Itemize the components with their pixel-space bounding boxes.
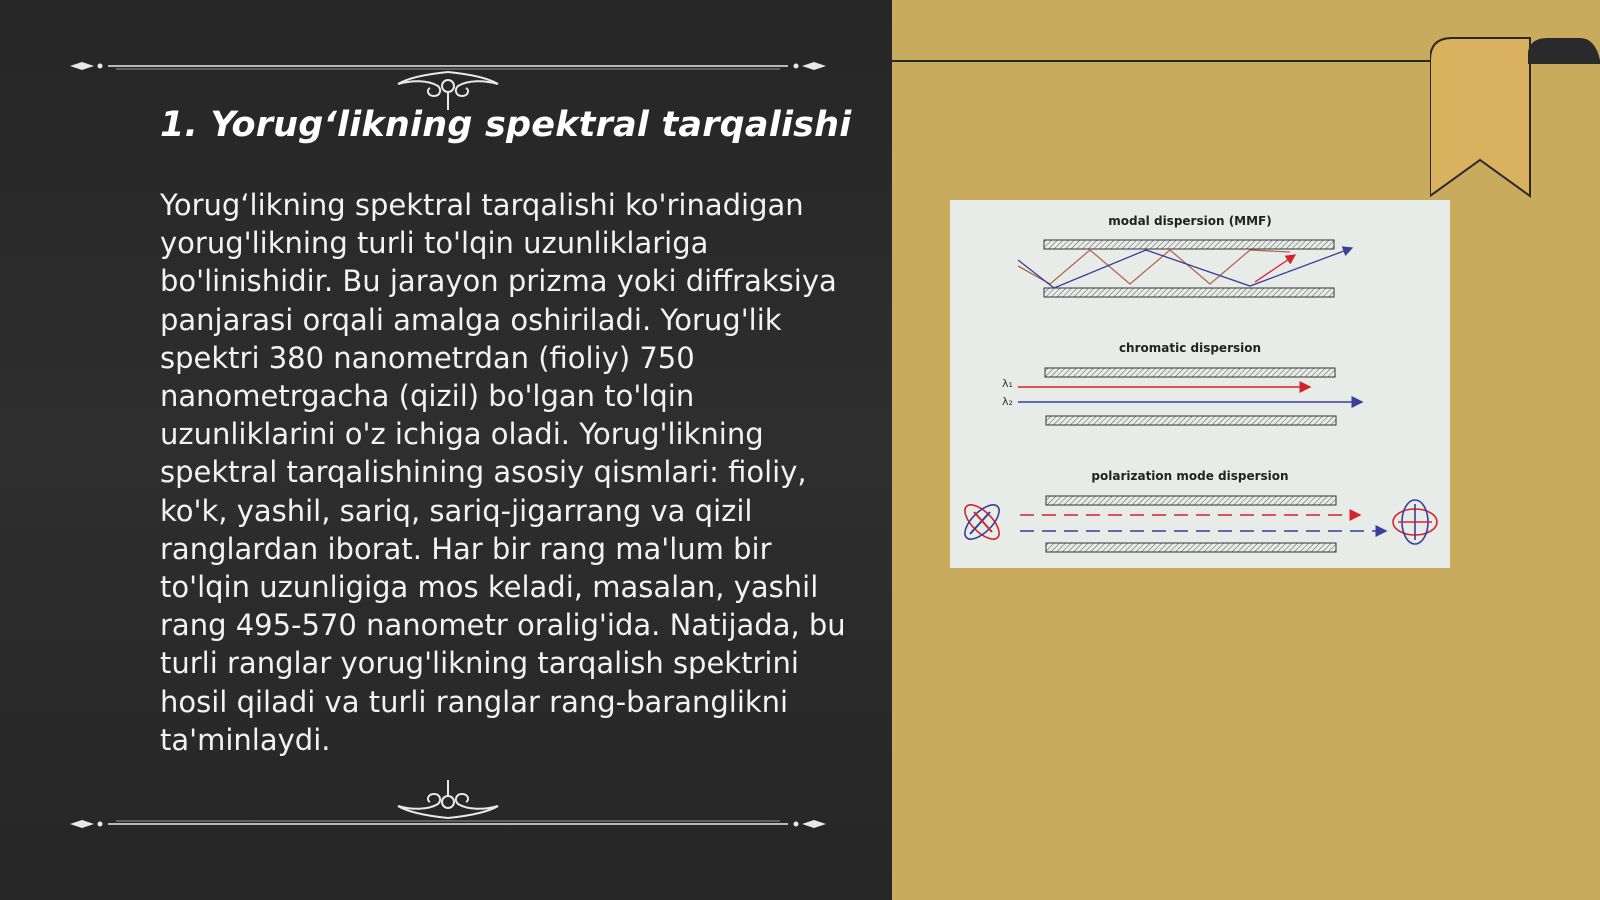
polarization-output-icon	[1393, 500, 1437, 544]
pmd-fiber-bottom	[1046, 543, 1336, 552]
top-ornament-divider	[68, 50, 828, 110]
bookmark-ribbon-icon	[1430, 34, 1600, 204]
slide-body-text: Yorug‘likning spektral tarqalishi ko'rinadigan yorug'likning turli to'lqin uzunliklariga bo'linishidir. Bu jarayon prizma yoki diffraksiya panjarasi orqali amalga oshiriladi. Yorug'lik spektri 380 nanometrdan (fioliy) 750 nanometrgacha (qizil) bo'lgan to'lqin uzunliklarini o'z ichiga oladi. Yorug'likning spektral tarqalishining asosiy qismlari: fioliy, ko'k, yashil, sariq, sariq-jigarrang va qizil ranglardan iborat. Har bir rang ma'lum bir to'lqin uzunligiga mos keladi, masalan, yashil rang 495-570 nanometr oralig'ida. Natijada, bu turli ranglar yorug'likning tarqalish spektrini hosil qiladi va turli ranglar rang-baranglikni ta'minlaydi.	[160, 188, 846, 757]
modal-dispersion-label: modal dispersion (MMF)	[1108, 214, 1272, 228]
chromatic-fiber-top	[1045, 368, 1335, 377]
slide-title: 1. Yorug‘likning spektral tarqalishi	[160, 105, 852, 145]
chromatic-fiber-bottom	[1046, 416, 1336, 425]
polarization-input-icon	[959, 499, 1004, 544]
pmd-label: polarization mode dispersion	[1091, 469, 1289, 483]
dispersion-diagram	[950, 200, 1450, 568]
bottom-ornament-divider	[68, 772, 828, 832]
lambda2-label: λ₂	[1002, 395, 1013, 408]
lambda1-label: λ₁	[1002, 377, 1013, 390]
modal-fiber-bottom	[1044, 288, 1334, 297]
pmd-fiber-top	[1046, 496, 1336, 505]
chromatic-dispersion-label: chromatic dispersion	[1118, 341, 1262, 355]
modal-fiber-top	[1044, 240, 1334, 249]
modal-ray-red	[1018, 250, 1290, 284]
modal-ray-red-exit	[1255, 255, 1295, 282]
